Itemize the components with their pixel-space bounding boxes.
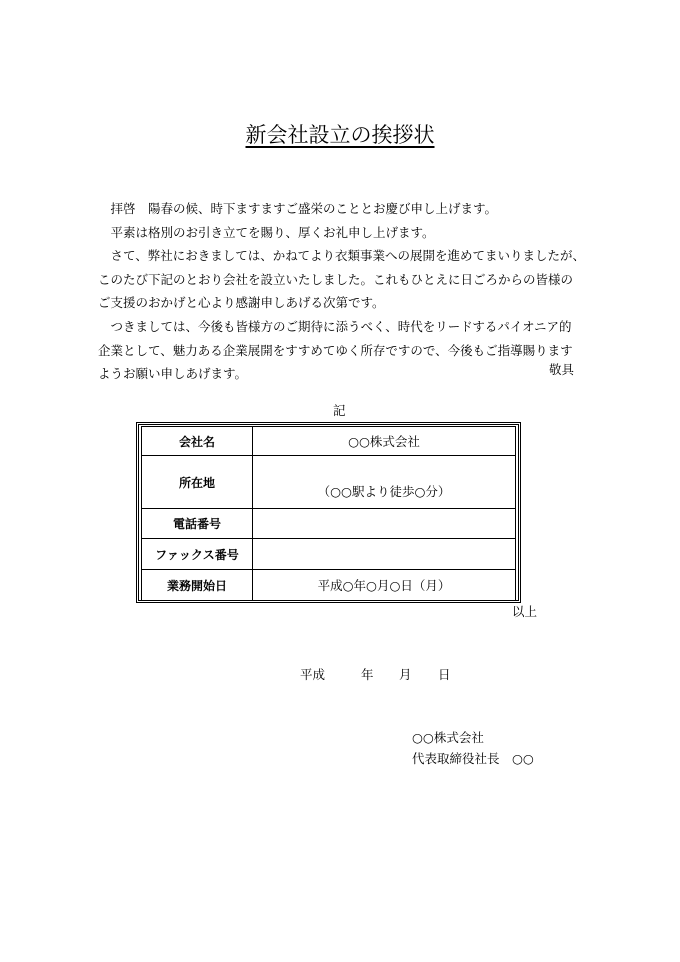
- letter-body: [98, 197, 618, 386]
- letter-title: [0, 121, 680, 149]
- body-line: つきましては、今後も皆様方のご期待に添うべく、時代をリードするパイオニア的: [98, 318, 572, 334]
- body-line: さて、弊社におきましては、かねてより衣類事業への展開を進めてまいりましたが、: [98, 248, 585, 264]
- body-line: 平素は格別のお引き立てを賜り、厚くお礼申し上げます。: [98, 224, 435, 240]
- date-era: 平成: [300, 667, 326, 682]
- ijou-closing: 以上: [512, 604, 538, 619]
- body-line: 拝啓 陽春の候、時下ますますご盛栄のこととお慶び申し上げます。: [98, 201, 498, 216]
- date-month: 月: [399, 667, 412, 682]
- body-line: このたび下記のとおり会社を設立いたしました。これもひとえに日ごろからの皆様の: [98, 271, 574, 287]
- body-line: 企業として、魅力ある企業展開をすすめてゆく所存ですので、今後もご指導賜ります: [98, 342, 573, 358]
- table-row: [142, 509, 516, 539]
- row-label: ファックス番号: [142, 539, 253, 570]
- body-line: ご支援のおかげと心より感謝申しあげる次第です。: [98, 295, 385, 311]
- row-value: [253, 509, 516, 539]
- info-table: [141, 426, 516, 601]
- sender-company: ○○株式会社: [412, 730, 484, 745]
- date-day: 日: [438, 667, 451, 682]
- closing-keigu: 敬具: [549, 362, 575, 377]
- date-year: 年: [361, 667, 374, 682]
- row-label: 業務開始日: [142, 570, 253, 601]
- row-value-cell: [253, 456, 516, 509]
- table-row: [142, 427, 516, 456]
- title-text: 新会社設立の挨拶状: [245, 123, 435, 147]
- row-value: 平成○年○月○日（月）: [253, 570, 516, 601]
- row-label: 電話番号: [142, 509, 253, 539]
- table-row: [142, 539, 516, 570]
- sender-representative: 代表取締役社長 ○○: [412, 751, 534, 766]
- table-row: [142, 456, 516, 509]
- row-value: （○○駅より徒歩○分）: [317, 484, 451, 499]
- body-line: ようお願い申しあげます。: [98, 366, 248, 382]
- row-label: 会社名: [142, 427, 253, 456]
- row-value: [253, 539, 516, 570]
- row-label: 所在地: [142, 456, 253, 509]
- ki-heading: 記: [333, 403, 346, 418]
- row-value: ○○株式会社: [253, 427, 516, 456]
- table-row: [142, 570, 516, 601]
